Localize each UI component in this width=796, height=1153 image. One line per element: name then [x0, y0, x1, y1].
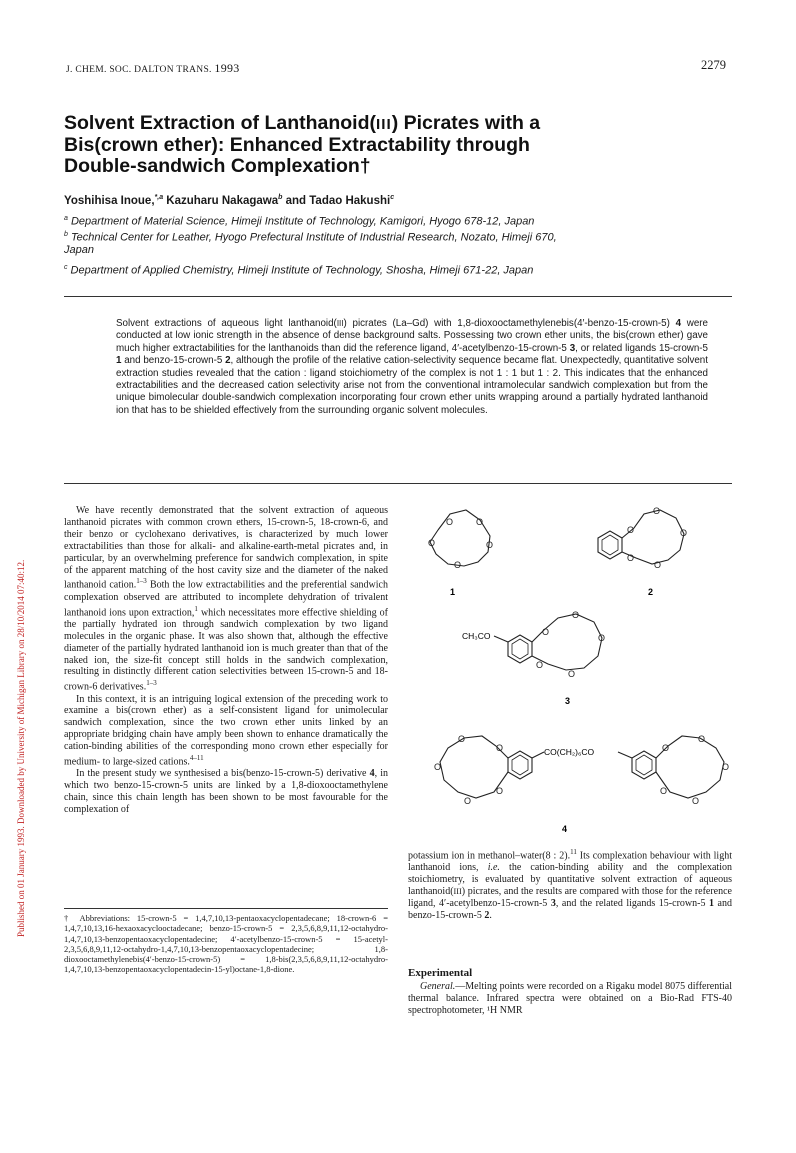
- svg-text:O: O: [496, 743, 504, 753]
- structure-4-right-crown: [618, 736, 724, 798]
- affiliation-c: [64, 260, 533, 279]
- title-line-1-tail: ) Picrates with a: [391, 112, 541, 134]
- svg-text:O: O: [680, 528, 688, 538]
- paragraph-present-study: In the present study we synthesised a bis(benzo-15-crown-5) derivative 4, in which two benzo-15-crown-5 units are linked by a 1,8-dioxooctamethylene chain, since this chain length has been shown to be most favourable for the complexation of: [64, 768, 388, 816]
- paragraph-intro: We have recently demonstrated that the solvent extraction of aqueous lanthanoid picrates with common crown ethers, 15-crown-5, 18-crown-6, and their benzo or cyclohexano derivatives, is characterized by much lower extractabilities than those for alkali- and alkaline-earth-metal picrates and, in particular, by an overwhelming preference for sandwich complexation, in spite of the apparent matching of the host cavity size and the diameter of the naked lanthanoid cation.$^{1-3}$ Both the low extractabilities and the preferential sandwich complexation observed are attributed to incomplete dehydration of trivalent lanthanoid ions upon extraction,$^1$ which necessitates more effective shielding of the partially hydrated ion through sandwich complexation by two ligand molecules in the organic phase. It was also shown that, although the effective diameter of the partially hydrated lanthanoid ion is much greater than that of the naked ion, the size-fit concept still holds in the sandwich complexation, resulting in distinctly different cation selectivities between 15-crown-5 and 18-crown-6 derivatives.$^{1-3}$: [64, 505, 388, 693]
- svg-text:O: O: [454, 560, 462, 570]
- svg-text:O: O: [598, 633, 606, 643]
- svg-text:O: O: [434, 762, 442, 772]
- acetyl-group: CH₃CO: [462, 631, 491, 641]
- body-left-column: [64, 505, 388, 816]
- paragraph-context: In this context, it is an intriguing logical extension of the preceding work to examine a bis(crown ether) as a self-consistent ligand for unimolecular sandwich complexation, since the two crown ether units linked by an appropriate bridging chain have amply been shown to enhance dramatically the cation-binding abilities of the corresponding mono crown ether especially for medium- to large-sized cations.$^{4-11}$: [64, 693, 388, 768]
- svg-text:O: O: [446, 517, 454, 527]
- section-heading-experimental: Experimental: [408, 967, 473, 979]
- journal-year: 1993: [214, 61, 240, 75]
- affiliation-text: Department of Applied Chemistry, Himeji Institute of Technology, Shosha, Himeji 671-22, Japan: [67, 264, 534, 277]
- linker-chain: CO(CH₂)₆CO: [544, 747, 595, 757]
- svg-text:O: O: [572, 610, 580, 620]
- svg-text:O: O: [486, 540, 494, 550]
- structure-label-1: 1: [450, 587, 456, 597]
- author-nakagawa: Kazuharu Nakagawa: [163, 194, 279, 207]
- paragraph-experimental-general: General.—Melting points were recorded on a Rigaku model 8075 differential thermal balance. Infrared spectra were obtained on a Bio-Rad FTS-40 spectrophotometer, ¹H NMR: [408, 981, 732, 1016]
- svg-text:O: O: [464, 796, 472, 806]
- body-right-column: [408, 847, 732, 922]
- svg-text:O: O: [722, 762, 730, 772]
- svg-text:O: O: [536, 660, 544, 670]
- journal-name: J. CHEM. SOC. DALTON TRANS.: [66, 65, 212, 75]
- svg-text:O: O: [698, 734, 706, 744]
- title-line-2: Bis(crown ether): Enhanced Extractability through: [64, 134, 530, 156]
- paragraph-continued: potassium ion in methanol–water(8 : 2).$^{11}$ Its complexation behaviour with light lanthanoid ions, i.e. the cation-binding ability and the complexation stoichiometry, is evaluated by quantitative solvent extraction of aqueous lanthanoid(III) picrates, and the results are compared with those for the reference ligand, 4′-acetylbenzo-15-crown-5 3, and the related ligands 15-crown-5 1 and benzo-15-crown-5 2.: [408, 848, 732, 921]
- structure-3: [494, 614, 602, 670]
- publication-sidebar: Published on 01 January 1993. Downloaded by University of Michigan Library on 28/10/2014 07:40:12.: [16, 559, 26, 937]
- svg-text:O: O: [496, 786, 504, 796]
- affiliation-b-cont: Japan: [64, 244, 94, 256]
- structure-3-oxygens: [536, 610, 605, 679]
- title-line-3: Double-sandwich Complexation†: [64, 155, 371, 177]
- affiliation-mark: c: [64, 264, 68, 271]
- affiliation-mark: a: [64, 215, 68, 222]
- structure-label-3: 3: [565, 696, 571, 706]
- svg-text:O: O: [660, 786, 668, 796]
- abstract: Solvent extractions of aqueous light lanthanoid(III) picrates (La–Gd) with 1,8-dioxooctamethylenebis(4′-benzo-15-crown-5) 4 were conducted at low ionic strength in the absence of dense background salts. Possessing two crown ether units, the bis(crown ether) gave much higher extractabilities for the lanthanoids than did the reference ligand, 4′-acetylbenzo-15-crown-5 3, or related ligands 15-crown-5 1 and benzo-15-crown-5 2, although the profile of the relative cation-selectivity sequence became flat. Unexpectedly, quantitative solvent extraction studies revealed that the cation : ligand stoichiometry of the complex is not 1 : 1 but 1 : 2. This indicates that the enhanced extractabilities and the decreased cation selectivity arise not from the conventional intramolecular sandwich complexation but from the unique bimolecular double-sandwich complexation incorporating four crown ether units wrapping around a partially hydrated lanthanoid ion that has to be shielded effectively from the surrounding organic solvent molecules.: [116, 318, 708, 416]
- title-line-1: Solvent Extraction of Lanthanoid(: [64, 112, 377, 134]
- svg-text:O: O: [662, 743, 670, 753]
- author-hakushi: and Tadao Hakushi: [282, 194, 391, 207]
- svg-text:O: O: [476, 517, 484, 527]
- rule-top: [64, 296, 732, 297]
- rule-abstract-bottom: [64, 483, 732, 484]
- page-number: 2279: [701, 58, 726, 72]
- affiliation-text: Department of Material Science, Himeji Institute of Technology, Kamigori, Hyogo 678-12, Japan: [67, 215, 535, 228]
- svg-text:O: O: [654, 560, 662, 570]
- svg-text:O: O: [542, 627, 550, 637]
- svg-text:O: O: [692, 796, 700, 806]
- author-list: [64, 194, 394, 207]
- author-mark: b: [278, 194, 283, 201]
- chemical-structures-figure: [408, 500, 738, 845]
- structure-4-left-crown: [440, 736, 544, 798]
- author-mark: *,a: [154, 194, 164, 201]
- svg-text:O: O: [458, 734, 466, 744]
- svg-text:O: O: [653, 506, 661, 516]
- footnote-abbreviations: † Abbreviations: 15-crown-5 = 1,4,7,10,13-pentaoxacyclopentadecane; 18-crown-6 = 1,4,7,10,13,16-hexaoxacyclooctadecane; benzo-15-crown-5 = 2,3,5,6,8,9,11,12-octahydro-1,4,7,10,13-benzopentaoxacyclopentadecine; 4′-acetylbenzo-15-crown-5 = 15-acetyl-2,3,5,6,8,9,11,12-octahydro-1,4,7,10,13-benzopentaoxacyclopentadecine; 1,8-dioxooctamethylenebis(4′-benzo-15-crown-5) = 1,8-bis(2,3,5,6,8,9,11,12-octahydro-1,4,7,10,13-benzopentaoxacyclopentadecin-15-yl)octane-1,8-dione.: [64, 913, 388, 975]
- article-title: [64, 113, 704, 177]
- svg-text:O: O: [627, 553, 635, 563]
- structure-label-4: 4: [562, 824, 568, 834]
- author-mark: c: [390, 194, 395, 201]
- structure-4-left-oxygens: [434, 734, 503, 806]
- structure-2-oxygens: [627, 506, 687, 570]
- svg-text:O: O: [428, 538, 436, 548]
- title-oxidation-state: III: [376, 116, 392, 133]
- structure-2: [598, 510, 684, 564]
- author-inoue: Yoshihisa Inoue,: [64, 194, 155, 207]
- affiliation-text: Technical Center for Leather, Hyogo Prefectural Institute of Industrial Research, Nozato, Himeji 670,: [67, 231, 557, 244]
- svg-text:O: O: [627, 525, 635, 535]
- affiliation-mark: b: [64, 231, 68, 238]
- affiliation-b: [64, 227, 557, 246]
- structure-label-2: 2: [648, 587, 654, 597]
- footnote-rule: [64, 908, 388, 909]
- journal-header: [66, 61, 240, 76]
- svg-text:O: O: [568, 669, 576, 679]
